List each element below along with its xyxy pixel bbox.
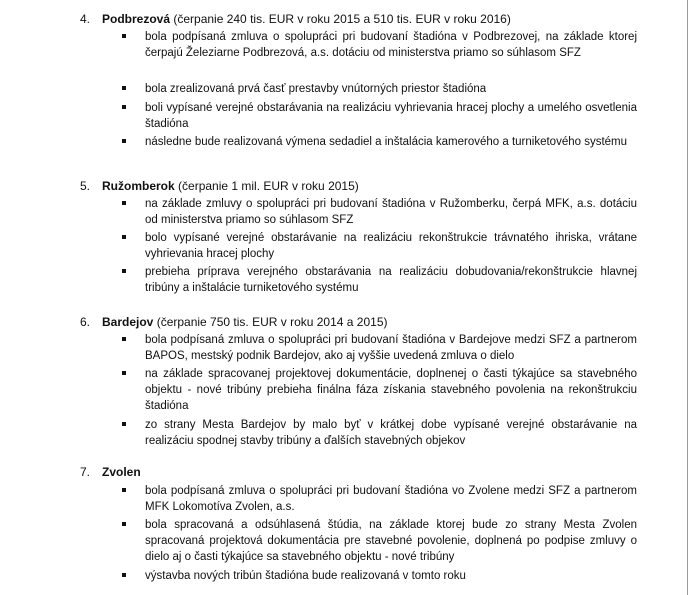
bullet-icon <box>122 201 126 205</box>
bullet-icon <box>122 86 126 90</box>
bullet-icon <box>122 139 126 143</box>
list-item-text: bola spracovaná a odsúhlasená štúdia, na základe ktorej bude zo strany Mesta Zvolen spracovaná projektová dokumentácia pre stavebné povolenie, doplnená po podpise zmluvy o dielo aj o časti týkajúce sa stavebného objektu - nové tribúny <box>145 519 637 563</box>
list-item-text: bola podpísaná zmluva o spolupráci pri budovaní štadióna v Podbrezovej, na základe ktorej čerpajú Železiarne Podbrezová, a.s. dotáciu od ministerstva priamo so súhlasom SFZ <box>145 31 637 59</box>
section-name: Ružomberok <box>102 179 175 193</box>
bullet-icon <box>122 105 126 109</box>
section-number: 6. <box>80 315 91 329</box>
list-item-text: na základe spracovanej projektovej dokumentácie, doplnenej o časti týkajúce sa stavebného objektu - nové tribúny prebieha finálna fáza získania stavebného povolenia na rekonštrukciu štadióna <box>145 368 637 412</box>
bullet-icon <box>122 235 126 239</box>
section-number: 7. <box>80 465 91 479</box>
list-item-text: bolo vypísané verejné obstarávanie na realizáciu rekonštrukcie trávnatého ihriska, vrátane vyhrievania hracej plochy <box>145 232 637 260</box>
list-item-text: na základe zmluvy o spolupráci pri budovaní štadióna v Ružomberku, čerpá MFK, a.s. dotáciu od ministerstva priamo so súhlasom SFZ <box>145 198 637 226</box>
bullet-icon <box>122 422 126 426</box>
section-name: Zvolen <box>102 465 141 479</box>
list-item-text: výstavba nových tribún štadióna bude realizovaná v tomto roku <box>145 570 466 582</box>
section-detail: (čerpanie 1 mil. EUR v roku 2015) <box>174 179 359 193</box>
section-number: 5. <box>80 179 91 193</box>
bullet-icon <box>122 371 126 375</box>
list-item-text: prebieha príprava verejného obstarávania na realizáciu dobudovania/rekonštrukcie hlavnej tribúny a inštalácie turniketového systému <box>145 266 637 294</box>
section-detail: (čerpanie 750 tis. EUR v roku 2014 a 2015) <box>153 315 388 329</box>
page-border <box>687 0 688 595</box>
section-number: 4. <box>80 12 91 26</box>
bullet-icon <box>122 269 126 273</box>
section-name: Bardejov <box>102 315 154 329</box>
bullet-icon <box>122 34 126 38</box>
list-item-text: bola zrealizovaná prvá časť prestavby vnútorných priestor štadióna <box>145 83 487 95</box>
list-item-text: bola podpísaná zmluva o spolupráci pri budovaní štadióna v Bardejove medzi SFZ a partnerom BAPOS, mestský podnik Bardejov, ako aj vyššie uvedená zmluva o dielo <box>145 334 637 362</box>
bullet-icon <box>122 337 126 341</box>
section-name: Podbrezová <box>102 12 171 26</box>
bullet-icon <box>122 573 126 577</box>
bullet-icon <box>122 488 126 492</box>
list-item-text: boli vypísané verejné obstarávania na realizáciu vyhrievania hracej plochy a umelého osvetlenia štadióna <box>145 102 637 130</box>
bullet-icon <box>122 522 126 526</box>
list-item-text: následne bude realizovaná výmena sedadiel a inštalácia kamerového a turniketového systému <box>145 136 628 148</box>
list-item-text: zo strany Mesta Bardejov by malo byť v krátkej dobe vypísané verejné obstarávanie na realizáciu spodnej stavby tribúny a ďalších stavebných objekov <box>145 419 637 447</box>
section-detail: (čerpanie 240 tis. EUR v roku 2015 a 510 tis. EUR v roku 2016) <box>170 12 511 26</box>
list-item-text: bola podpísaná zmluva o spolupráci pri budovaní štadióna vo Zvolene medzi SFZ a partnerom MFK Lokomotíva Zvolen, a.s. <box>145 485 637 513</box>
